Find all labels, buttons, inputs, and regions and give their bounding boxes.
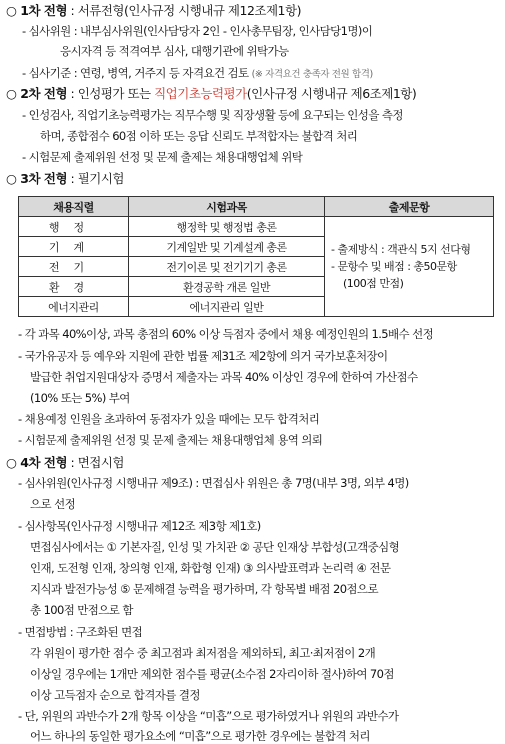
stage1-heading-text: : 서류전형(인사규정 시행내규 제12조제1항): [67, 3, 301, 18]
stage4-line: 으로 선정: [30, 497, 76, 511]
table-cell-series: 환경: [19, 277, 129, 297]
stage2-heading-post: (인사규정 시행내규 제6조제1항): [246, 86, 417, 101]
stage3-line: (10% 또는 5%) 부여: [30, 391, 130, 405]
stage3-line: - 시험문제 출제위원 선정 및 문제 출제는 채용대행업체 용역 의뢰: [18, 433, 323, 447]
table-cell-subject: 행정학 및 행정법 총론: [129, 217, 325, 237]
stage4-line: 인재, 도전형 인재, 창의형 인재, 화합형 인재) ③ 의사발표력과 논리력 ④ 전문: [30, 561, 391, 575]
stage1-line: 응시자격 등 적격여부 심사, 대행기관에 위탁가능: [60, 44, 289, 58]
table-header: 채용직렬: [19, 197, 129, 217]
stage3-heading: [6, 171, 124, 187]
question-total: (100점 만점): [343, 277, 404, 290]
stage4-line: - 면접방법 : 구조화된 면접: [18, 625, 143, 639]
table-row: [19, 217, 494, 237]
question-format: - 출제방식 : 객관식 5지 선다형: [331, 243, 471, 256]
stage4-line: 이상 고득점자 순으로 합격자를 결정: [30, 688, 200, 702]
stage4-heading-text: : 면접시험: [67, 455, 125, 470]
stage2-heading-highlight: 직업기초능력평가: [154, 86, 247, 101]
table-header: 출제문항: [325, 197, 494, 217]
stage4-line: - 심사위원(인사규정 시행내규 제9조) : 면접심사 위원은 총 7명(내부 3명, 외부 4명): [18, 476, 409, 490]
stage1-line: - 심사위원 : 내부심사위원(인사담당자 2인 - 인사총무팀장, 인사담당1명)이: [22, 24, 373, 38]
stage2-line: - 인성검사, 직업기초능력평가는 직무수행 및 직장생활 등에 요구되는 인성을 측정: [22, 108, 403, 122]
stage4-line: - 단, 위원의 과반수가 2개 항목 이상을 “미흡”으로 평가하였거나 위원의 과반수가: [18, 709, 399, 723]
stage4-heading-title: ○ 4차 전형: [6, 455, 68, 470]
stage3-line: - 채용예정 인원을 초과하여 동점자가 있을 때에는 모두 합격처리: [18, 412, 320, 426]
table-cell-series: 행정: [19, 217, 129, 237]
table-header: 시험과목: [129, 197, 325, 217]
table-header-row: [19, 197, 494, 217]
stage3-line: - 각 과목 40%이상, 과목 총점의 60% 이상 득점자 중에서 채용 예정인원의 1.5배수 선정: [18, 327, 434, 341]
stage2-line: 하며, 종합점수 60점 이하 또는 응답 신뢰도 부적합자는 불합격 처리: [40, 129, 358, 143]
stage1-criteria-note: (※ 자격요건 충족자 전원 합격): [251, 69, 373, 80]
stage2-heading: [6, 86, 416, 102]
stage2-line: - 시험문제 출제위원 선정 및 문제 출제는 채용대행업체 위탁: [22, 150, 303, 164]
table-cell-series: 에너지관리: [19, 297, 129, 317]
stage4-line: 지식과 발전가능성 ⑤ 문제해결 능력을 평가하며, 각 항목별 배점 20점으로: [30, 582, 378, 596]
stage3-line: 발급한 취업지원대상자 증명서 제출자는 과목 40% 이상인 경우에 한하여 가산점수: [30, 370, 418, 384]
stage4-line: 어느 하나의 동일한 평가요소에 “미흡”으로 평가한 경우에는 불합격 처리: [30, 729, 370, 743]
stage4-line: - 심사항목(인사규정 시행내규 제12조 제3항 제1호): [18, 519, 261, 533]
table-cell-subject: 환경공학 개론 일반: [129, 277, 325, 297]
question-count: - 문항수 및 배점 : 총50문항: [331, 260, 457, 273]
table-cell-subject: 기계일반 및 기계설계 총론: [129, 237, 325, 257]
stage1-criteria: [22, 65, 373, 83]
stage2-heading-title: ○ 2차 전형: [6, 86, 68, 101]
stage2-heading-pre: : 인성평가 또는: [67, 86, 155, 101]
stage4-line: 총 100점 만점으로 함: [30, 603, 133, 617]
stage4-line: 이상일 경우에는 1개만 제외한 점수를 평균(소수점 2자리이하 절사)하여 70점: [30, 667, 394, 681]
stage4-heading: [6, 455, 124, 471]
stage3-heading-title: ○ 3차 전형: [6, 171, 68, 186]
table-cell-subject: 전기이론 및 전기기기 총론: [129, 257, 325, 277]
stage1-heading-title: ○ 1차 전형: [6, 3, 68, 18]
stage3-line: - 국가유공자 등 예우와 지원에 관한 법률 제31조 제2항에 의거 국가보훈처장이: [18, 349, 388, 363]
exam-subject-table: [18, 196, 494, 317]
stage4-line: 면접심사에서는 ① 기본자질, 인성 및 가치관 ② 공단 인재상 부합성(고객중심형: [30, 540, 400, 554]
table-cell-question-info: [325, 217, 494, 317]
stage1-criteria-text: - 심사기준 : 연령, 병역, 거주지 등 자격요건 검토: [22, 66, 249, 80]
stage4-line: 각 위원이 평가한 점수 중 최고점과 최저점을 제외하되, 최고·최저점이 2개: [30, 646, 376, 660]
table-cell-series: 기계: [19, 237, 129, 257]
table-cell-series: 전기: [19, 257, 129, 277]
stage3-heading-text: : 필기시험: [67, 171, 125, 186]
table-cell-subject: 에너지관리 일반: [129, 297, 325, 317]
stage1-heading: [6, 3, 301, 19]
